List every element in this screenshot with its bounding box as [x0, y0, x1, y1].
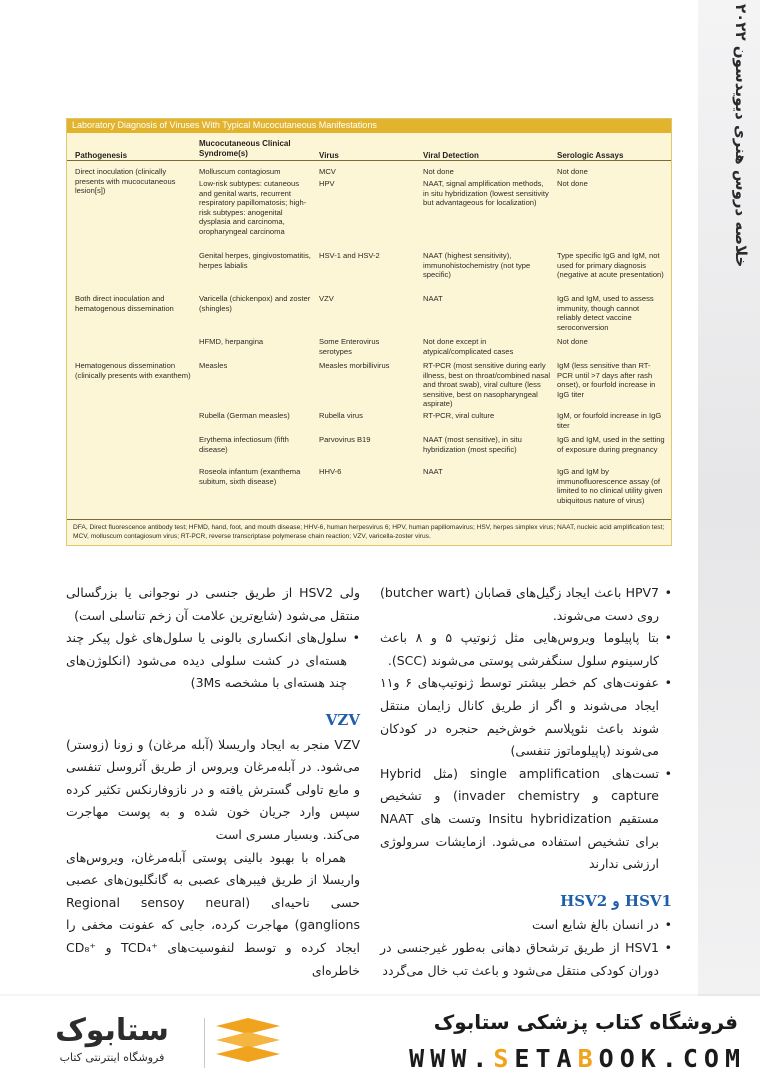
left-text-column	[66, 582, 360, 982]
url-part: ETA	[514, 1044, 578, 1073]
header-syndromes: Mucocutaneous Clinical Syndrome(s)	[199, 139, 291, 158]
cell-serology: Type specific IgG and IgM, not used for primary diagnosis (negative at acute presentation)	[557, 251, 664, 280]
footer-divider	[204, 1018, 205, 1068]
logo-tagline: فروشگاه اینترنتی کتاب	[59, 1051, 165, 1064]
cell-virus: Rubella virus	[319, 411, 363, 420]
cell-syndrome: Rubella (German measles)	[199, 411, 290, 420]
list-item: • سلول‌های انکساری بالونی یا سلول‌های غول پیکر چند هسته‌ای در کشت سلولی دیده می‌شود (انکلوژن‌های چند هسته‌ای با مشخصه 3Ms)	[66, 627, 360, 695]
header-serologic-assays: Serologic Assays	[557, 151, 624, 160]
url-part: WWW.	[409, 1044, 494, 1073]
cell-detection: RT-PCR (most sensitive during early illness, best on throat/combined nasal and throat swab), viral culture (less sensitive, best on nasopharyngeal aspirate)	[423, 361, 551, 409]
section-heading-vzv: VZV	[325, 710, 360, 729]
book-title: خلاصه دروس هنری دیویدسون ۲۰۲۲	[732, 4, 750, 268]
list-item: • عفونت‌های کم خطر بیشتر توسط ژنوتیپ‌های ۶ و۱۱ ایجاد می‌شوند و اگر از طریق کانال زایمان منتقل شوند باعث نئوپلاسم خوش‌خیم حنجره در کودکان می‌شوند (پاپیلوماتوز تنفسی)	[380, 672, 672, 762]
table-footnote: DFA, Direct fluorescence antibody test; HFMD, hand, foot, and mouth disease; HHV-6, human herpesvirus 6; HPV, human papillomavirus; HSV, herpes simplex virus; NAAT, nucleic acid amplification test; MCV, molluscum contagiosum virus; RT-PCR, reverse transcriptase polymerase chain reaction; VZV, varicella-zoster virus.	[67, 519, 671, 545]
cell-detection: RT-PCR, viral culture	[423, 411, 495, 420]
cell-syndrome: HFMD, herpangina	[199, 337, 264, 346]
cell-virus: Parvovirus B19	[319, 435, 371, 444]
setabook-logo[interactable]	[32, 1012, 192, 1074]
cell-pathogenesis: Both direct inoculation and hematogenous dissemination	[75, 294, 174, 313]
url-accent-letter: S	[493, 1044, 515, 1073]
cell-virus: Some Enterovirus serotypes	[319, 337, 380, 356]
cell-syndrome: Genital herpes, gingivostomatitis, herpes labialis	[199, 251, 311, 270]
list-item: • HSV1 از طریق ترشحاق دهانی به‌طور غیرجنسی در دوران کودکی منتقل می‌شود و باعث تب خال می‌گردد	[380, 937, 672, 982]
cell-pathogenesis: Direct inoculation (clinically presents with mucocutaneous lesion[s])	[75, 167, 176, 196]
cell-syndrome: Molluscum contagiosum	[199, 167, 281, 176]
cell-serology: IgM (less sensitive than RT-PCR until >7 days after rash onset), or fourfold increase in IgG titer	[557, 361, 656, 399]
section-heading-hsv: HSV1 و HSV2	[560, 891, 672, 910]
right-text-column	[380, 582, 672, 982]
paragraph: ولی HSV2 از طریق جنسی در نوجوانی یا بزرگسالی منتقل می‌شود (شایع‌ترین علامت آن زخم تناسلی است)	[66, 585, 360, 623]
url-accent-letter: B	[577, 1044, 599, 1073]
cell-serology: Not done	[557, 167, 588, 176]
cell-detection: NAAT	[423, 467, 443, 476]
cell-detection: NAAT, signal amplification methods, in situ hybridization (lowest sensitivity but advantageous for localization)	[423, 179, 549, 208]
list-item: • در انسان بالغ شایع است	[380, 914, 672, 937]
list-item: • بتا پاپیلوما ویروس‌هایی مثل ژنوتیپ ۵ و ۸ باعث کارسینوم سلول سنگفرشی پوستی می‌شوند (SCC).	[380, 627, 672, 672]
diagnosis-table	[66, 118, 672, 546]
cell-serology: Not done	[557, 179, 588, 188]
cell-detection: Not done except in atypical/complicated cases	[423, 337, 514, 356]
list-item: • HPV7 باعث ایجاد زگیل‌های قصابان (butcher wart) روی دست می‌شوند.	[380, 582, 672, 627]
cell-syndrome: Roseola infantum (exanthema subitum, sixth disease)	[199, 467, 301, 486]
cell-virus: HHV-6	[319, 467, 342, 476]
cell-syndrome: Measles	[199, 361, 228, 370]
cell-syndrome: Erythema infectiosum (fifth disease)	[199, 435, 289, 454]
setabook-logo-icon	[214, 1016, 282, 1070]
table-header	[67, 133, 671, 161]
header-viral-detection: Viral Detection	[423, 151, 479, 160]
cell-serology: Not done	[557, 337, 588, 346]
cell-detection: NAAT (highest sensitivity), immunohistochemistry (not type specific)	[423, 251, 531, 280]
cell-virus: VZV	[319, 294, 334, 303]
paragraph: VZV منجر به ایجاد واریسلا (آبله مرغان) و زونا (زوستر) می‌شود. در آبله‌مرغان ویروس از طریق آئروسل تنفسی و مایع تاولی گسترش یافته و در نازوفارنکس تکثیر کرده سپس وارد جریان خون شده و به پوست مهاجرت می‌کند. وبسیار مسری است	[66, 736, 360, 842]
cell-detection: Not done	[423, 167, 454, 176]
cell-syndrome: Low-risk subtypes: cutaneous and genital warts, recurrent respiratory papillomatosis; high-risk subtypes: anogenital dysplasia and carcinoma, oropharyngeal carcinoma	[199, 179, 307, 236]
cell-syndrome: Varicella (chickenpox) and zoster (shingles)	[199, 294, 311, 313]
url-part: OOK.COM	[598, 1044, 746, 1073]
cell-virus: HPV	[319, 179, 335, 188]
store-url[interactable]	[409, 1044, 746, 1073]
cell-serology: IgM, or fourfold increase in IgG titer	[557, 411, 662, 430]
list-item: • تست‌های single amplification (مثل Hybrid capture و invader chemistry) و تشخیص مستقیم Insitu hybridization وتست های NAAT برای تشخیص استفاده می‌شود. ازمایشات سرولوژی ارزشی ندارند	[380, 763, 672, 876]
cell-detection: NAAT (most sensitive), in situ hybridization (most specific)	[423, 435, 522, 454]
cell-virus: MCV	[319, 167, 336, 176]
table-caption: Laboratory Diagnosis of Viruses With Typical Mucocutaneous Manifestations	[67, 119, 671, 133]
cell-pathogenesis: Hematogenous dissemination (clinically presents with exanthem)	[75, 361, 191, 380]
logo-wordmark: ستابوک	[55, 1013, 169, 1048]
store-name: فروشگاه کتاب پزشکی ستابوک	[433, 1010, 738, 1034]
cell-serology: IgG and IgM, used to assess immunity, though cannot reliably detect vaccine seroconversion	[557, 294, 654, 332]
paragraph: همراه با بهبود بالینی پوستی آبله‌مرغان، ویروس‌های واریسلا از طریق فیبرهای عصبی به گانگلیون‌های عصبی حسی ناحیه‌ای (Regional sensoy neural ganglions) مهاجرت کرده، جایی که عفونت مخفی را ایجاد کرده و توسط لنفوسیت‌های ⁺TCD₄ و ⁺CD₈ خاطره‌ای	[66, 849, 361, 978]
cell-serology: IgG and IgM, used in the setting of exposure during pregnancy	[557, 435, 665, 454]
cell-virus: HSV-1 and HSV-2	[319, 251, 380, 260]
header-virus: Virus	[319, 151, 339, 160]
cell-detection: NAAT	[423, 294, 443, 303]
header-pathogenesis: Pathogenesis	[75, 151, 128, 160]
cell-serology: IgG and IgM by immunofluorescence assay (of limited to no clinical utility given ubiquitous nature of virus)	[557, 467, 663, 505]
cell-virus: Measles morbillivirus	[319, 361, 390, 370]
